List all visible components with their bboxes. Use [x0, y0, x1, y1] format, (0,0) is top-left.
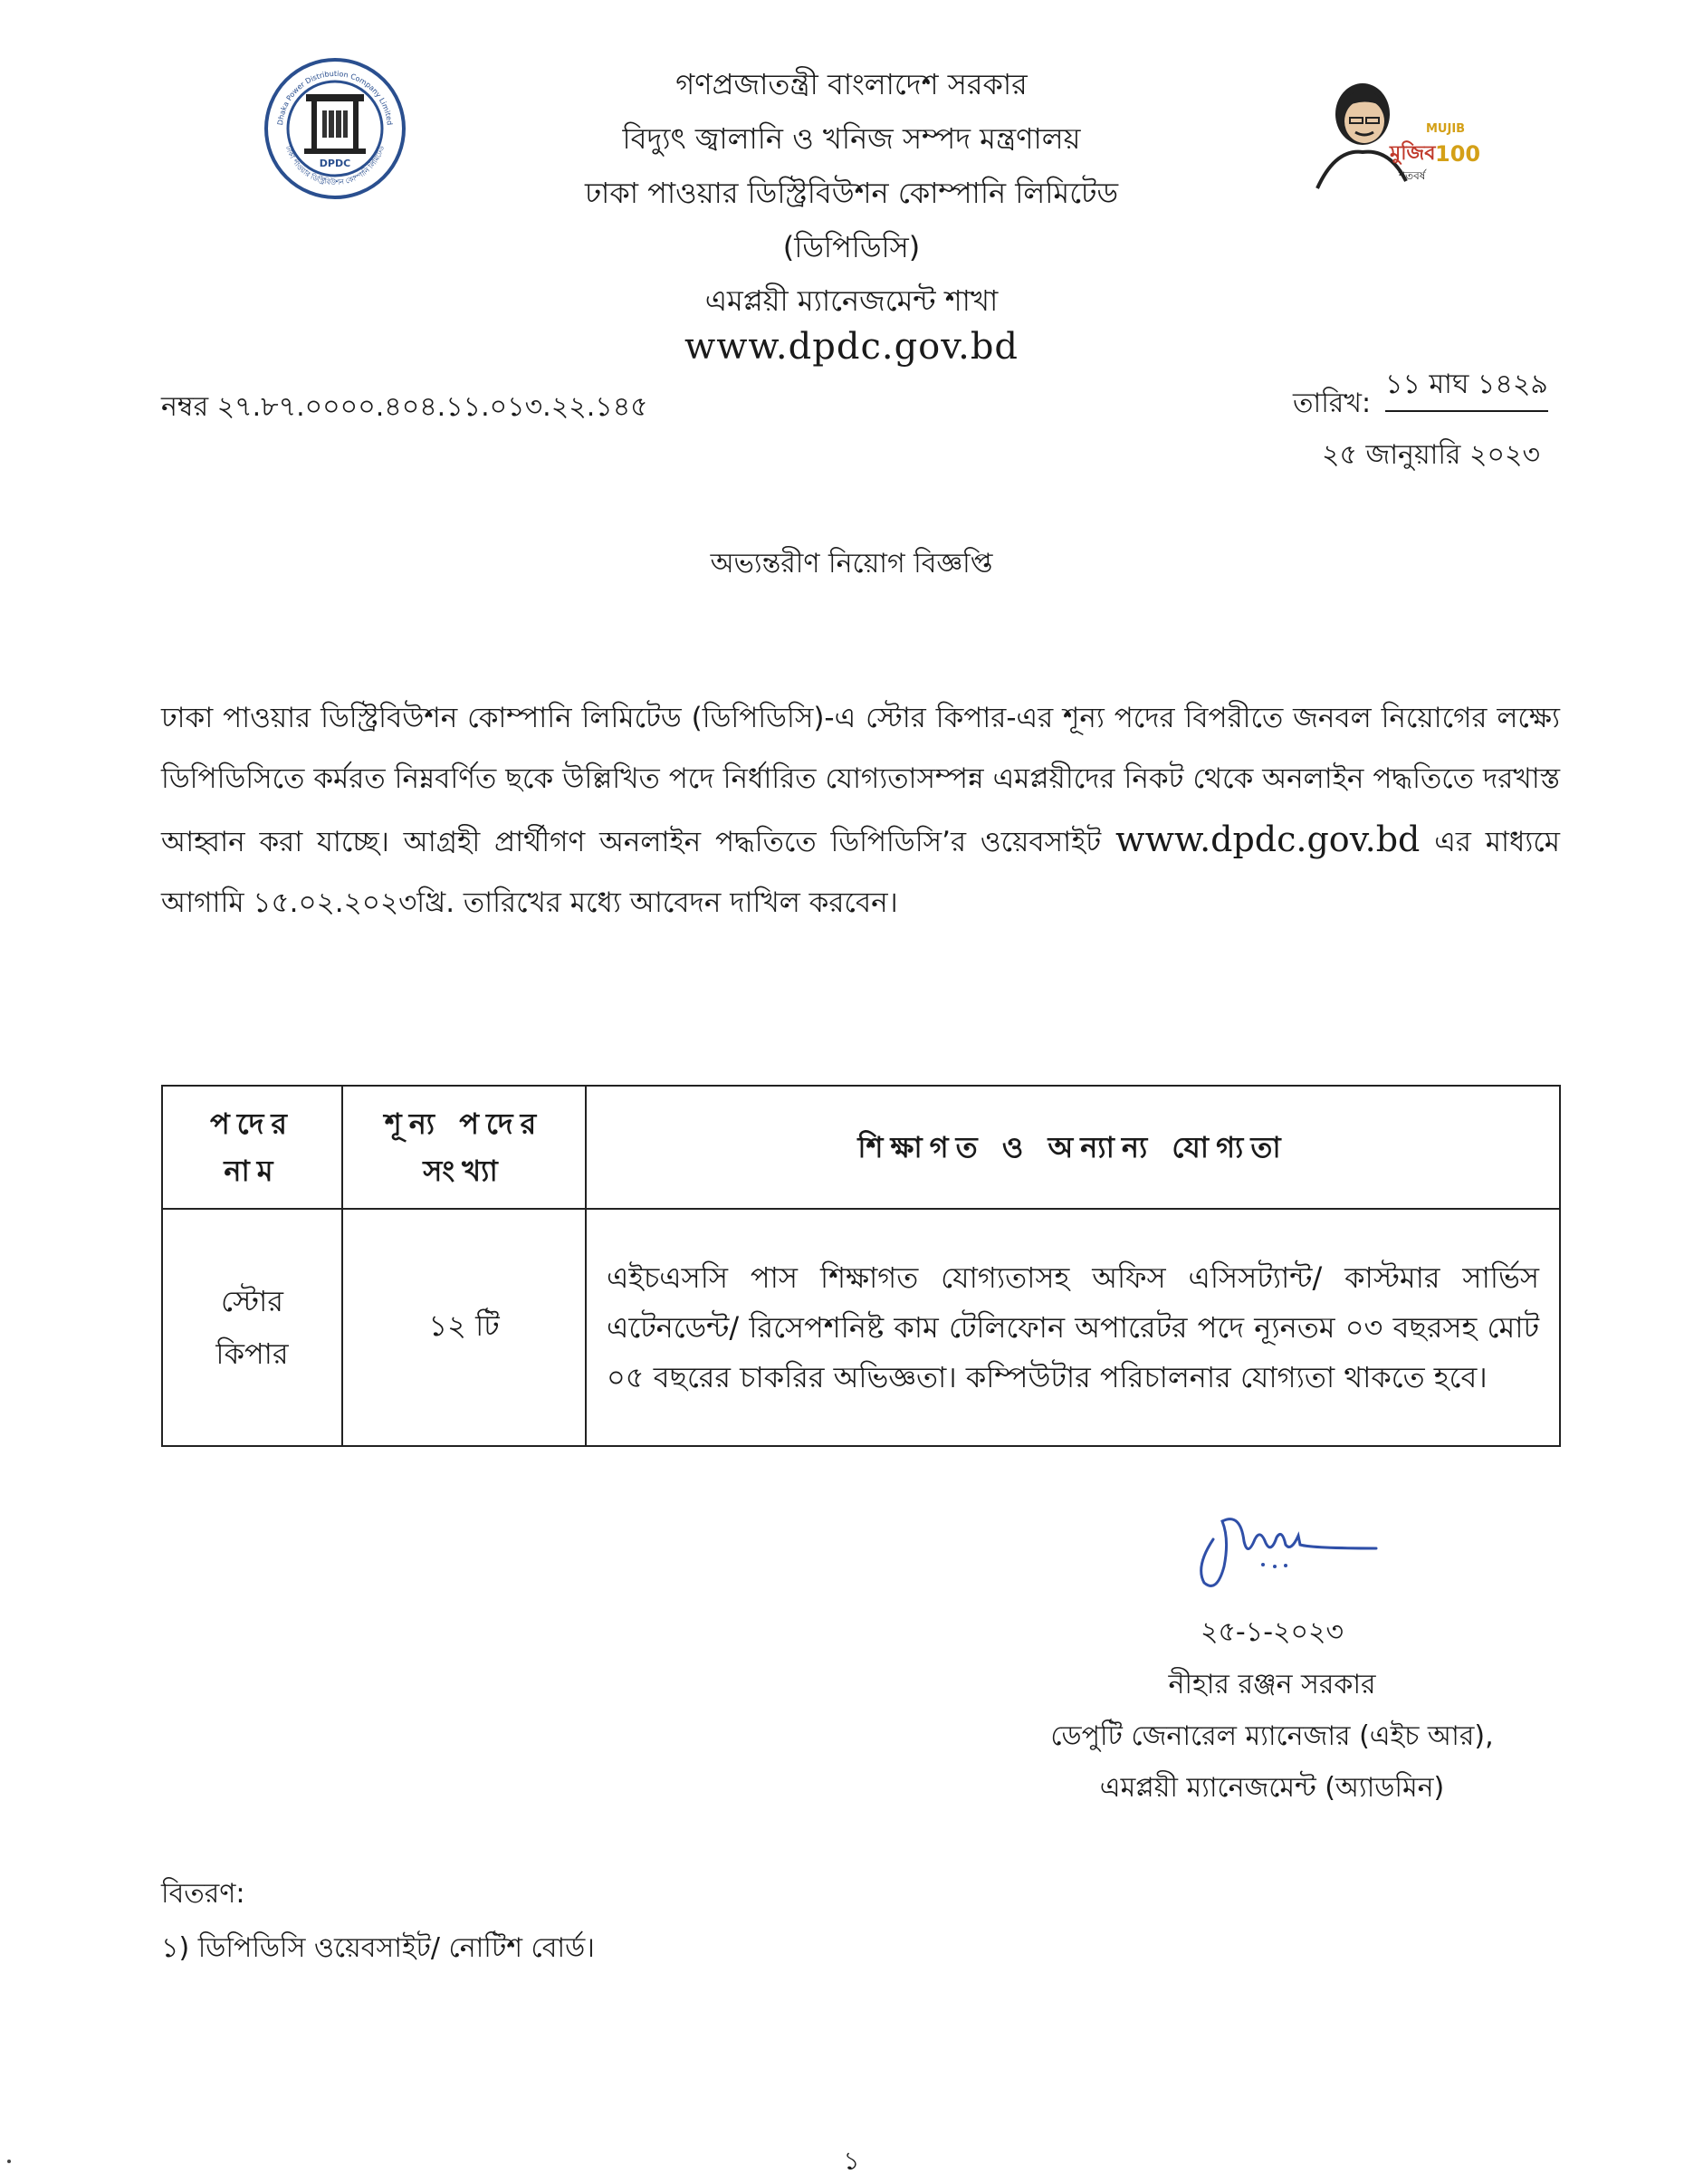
signatory-department: এমপ্লয়ী ম্যানেজমেন্ট (অ্যাডমিন) — [1099, 1772, 1445, 1804]
memo-reference: নম্বর ২৭.৮৭.০০০০.৪০৪.১১.০১৩.২২.১৪৫ — [161, 391, 648, 423]
cell-qualification: এইচএসসি পাস শিক্ষাগত যোগ্যতাসহ অফিস এসিসট্যান্ট/ কাস্টমার সার্ভিস এটেনডেন্ট/ রিসেপশনিষ্ট কাম টেলিফোন অপারেটর পদে ন্যূনতম ০৩ বছরসহ মোট ০৫ বছরের চাকরির অভিজ্ঞতা। কম্পিউটার পরিচালনার যোগ্যতা থাকতে হবে। — [586, 1209, 1560, 1446]
header-vacancy-count-line2: সংখ্যা — [423, 1154, 505, 1188]
signature-date: ২৫-১-২০২৩ — [1200, 1616, 1344, 1648]
notice-body — [161, 688, 1560, 934]
logo-center-text: DPDC — [319, 158, 351, 169]
header-vacancy-count — [342, 1086, 586, 1209]
header-abbreviation: (ডিপিডিসি) — [782, 230, 921, 264]
signatory-name: নীহার রঞ্জন সরকার — [1168, 1669, 1376, 1700]
header-qualification: শিক্ষাগত ও অন্যান্য যোগ্যতা — [586, 1086, 1560, 1209]
date-gregorian: ২৫ জানুয়ারি ২০২৩ — [1322, 439, 1540, 471]
logo-ring-text: Dhaka Power Distribution Company Limited — [276, 69, 394, 126]
mujib-number: 100 — [1435, 141, 1481, 167]
distribution-label: বিতরণ: — [161, 1878, 245, 1910]
cell-post-name — [162, 1209, 342, 1446]
margin-dot — [7, 2160, 11, 2163]
body-text-part1: ঢাকা পাওয়ার ডিস্ট্রিবিউশন কোম্পানি লিমিটেড (ডিপিডিসি)-এ স্টোর কিপার-এর শূন্য পদের বিপরীতে জনবল নিয়োগের লক্ষ্যে ডিপিডিসিতে কর্মরত নিম্নবর্ণিত ছকে উল্লিখিত পদে নির্ধারিত যোগ্যতাসম্পন্ন এমপ্লয়ীদের নিকট থেকে অনলাইন পদ্ধতিতে দরখাস্ত আহ্বান করা যাচ্ছে। আগ্রহী প্রার্থীগণ অনলাইন পদ্ধতিতে ডিপিডিসি’র ওয়েবসাইট — [161, 702, 1560, 858]
distribution-item: ১) ডিপিডিসি ওয়েবসাইট/ নোটিশ বোর্ড। — [161, 1932, 595, 1964]
header-ministry: বিদ্যুৎ জ্বালানি ও খনিজ সম্পদ মন্ত্রণালয় — [622, 121, 1081, 156]
header-vacancy-count-line1: শূন্য পদের — [384, 1106, 544, 1141]
header-website: www.dpdc.gov.bd — [684, 326, 1019, 368]
cell-vacancy-count: ১২ টি — [342, 1209, 586, 1446]
page-number: ১ — [843, 2146, 860, 2176]
header-branch: এমপ্লয়ী ম্যানেজমেন্ট শাখা — [704, 283, 999, 318]
body-text-part2: এর মাধ্যমে আগামি ১৫.০২.২০২৩খ্রি. তারিখের মধ্যে আবেদন দাখিল করবেন। — [161, 826, 1560, 919]
post-name-line2: কিপার — [215, 1336, 289, 1371]
mujib-sub-text: শতবর্ষ — [1399, 169, 1426, 182]
header-post-name — [162, 1086, 342, 1209]
header-post-name-line2: নাম — [224, 1154, 281, 1188]
header-company: ঢাকা পাওয়ার ডিস্ট্রিবিউশন কোম্পানি লিমিটেড — [584, 176, 1119, 210]
mujib-english-text: MUJIB — [1426, 122, 1466, 136]
signatory-designation: ডেপুটি জেনারেল ম্যানেজার (এইচ আর), — [1050, 1720, 1494, 1752]
body-website-link: www.dpdc.gov.bd — [1115, 819, 1421, 859]
notice-subject: অভ্যন্তরীণ নিয়োগ বিজ্ঞপ্তি — [710, 548, 993, 580]
header-post-name-line1: পদের — [210, 1106, 294, 1141]
table-row — [162, 1209, 1560, 1446]
post-name-line1: স্টোর — [221, 1284, 283, 1318]
mujib-bangla-text: মুজিব — [1390, 142, 1436, 165]
signature — [1177, 1485, 1385, 1598]
vacancy-table — [161, 1085, 1561, 1447]
logo-ring-text-bottom: ঢাকা পাওয়ার ডিস্ট্রিবিউশন কোম্পানি লিমিটেড — [283, 144, 387, 187]
signature-icon — [1177, 1485, 1385, 1598]
date-label: তারিখ: — [1293, 388, 1372, 419]
date-bangla: ১১ মাঘ ১৪২৯ — [1385, 362, 1548, 412]
header-government: গণপ্রজাতন্ত্রী বাংলাদেশ সরকার — [675, 67, 1028, 101]
table-header-row — [162, 1086, 1560, 1209]
